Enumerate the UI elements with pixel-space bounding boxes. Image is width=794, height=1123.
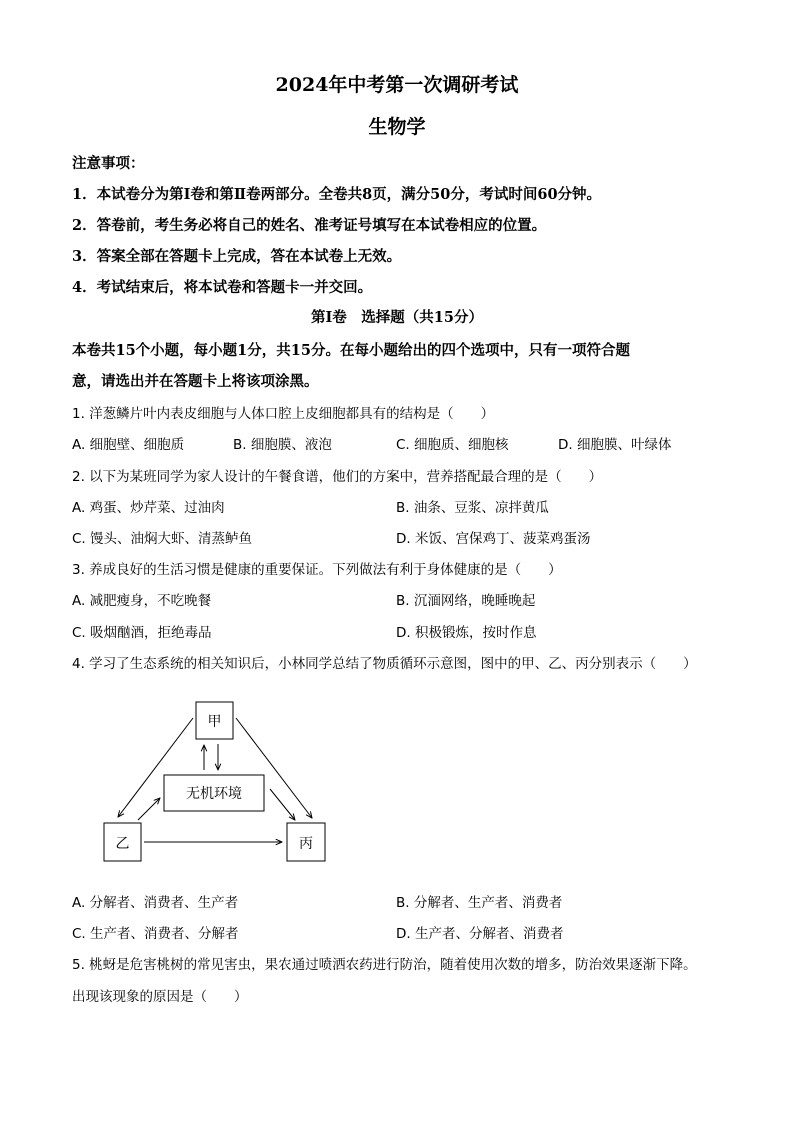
label-center: 无机环境 [186,786,242,802]
label-right: 丙 [299,836,313,852]
section-instruction: 意，请选出并在答题卡上将该项涂黑。 [72,373,319,390]
option-a: A. 分解者、消费者、生产者 [72,895,239,911]
question-stem: 2. 以下为某班同学为家人设计的午餐食谱，他们的方案中，营养搭配最合理的是（ ） [72,469,603,485]
arrow-left-to-center [138,798,160,820]
option-a: A. 细胞壁、细胞质 [72,437,185,453]
option-c: C. 细胞质、细胞核 [396,437,509,453]
subject-title: 生物学 [368,116,426,138]
notice-heading: 注意事项： [72,155,145,172]
notice-item: 2．答卷前，考生务必将自己的姓名、准考证号填写在本试卷相应的位置。 [72,217,547,234]
material-cycle-diagram [90,690,350,875]
option-d: D. 米饭、宫保鸡丁、菠菜鸡蛋汤 [396,531,591,547]
option-c: C. 生产者、消费者、分解者 [72,926,239,942]
arrow-right-to-center [270,789,295,820]
option-b: B. 油条、豆浆、凉拌黄瓜 [396,500,549,516]
option-a: A. 鸡蛋、炒芹菜、过油肉 [72,500,225,516]
question-stem-continued: 出现该现象的原因是（ ） [72,989,248,1005]
question-stem: 4. 学习了生态系统的相关知识后，小林同学总结了物质循环示意图，图中的甲、乙、丙分别表示（ ） [72,656,697,672]
option-c: C. 馒头、油焖大虾、清蒸鲈鱼 [72,531,253,547]
section-instruction: 本卷共15个小题，每小题1分，共15分。在每小题给出的四个选项中，只有一项符合题 [72,342,630,359]
label-left: 乙 [115,836,130,852]
section-title: 第Ⅰ卷 选择题（共15分） [311,309,483,326]
option-a: A. 减肥瘦身，不吃晚餐 [72,593,212,609]
question-stem: 3. 养成良好的生活习惯是健康的重要保证。下列做法有利于身体健康的是（ ） [72,562,562,578]
notice-item: 3．答案全部在答题卡上完成，答在本试卷上无效。 [72,248,402,265]
option-d: D. 积极锻炼，按时作息 [396,625,537,641]
question-stem: 5. 桃蚜是危害桃树的常见害虫，果农通过喷洒农药进行防治，随着使用次数的增多，防治效果逐渐下降。 [72,957,697,973]
notice-item: 1．本试卷分为第Ⅰ卷和第Ⅱ卷两部分。全卷共8页，满分50分，考试时间60分钟。 [72,186,602,203]
exam-title: 2024年中考第一次调研考试 [275,74,519,96]
option-b: B. 分解者、生产者、消费者 [396,895,563,911]
question-stem: 1. 洋葱鳞片叶内表皮细胞与人体口腔上皮细胞都具有的结构是（ ） [72,406,495,422]
option-b: B. 沉湎网络，晚睡晚起 [396,593,536,609]
option-d: D. 细胞膜、叶绿体 [558,437,672,453]
notice-item: 4．考试结束后，将本试卷和答题卡一并交回。 [72,279,373,296]
option-c: C. 吸烟酗酒，拒绝毒品 [72,625,212,641]
label-top: 甲 [207,714,222,730]
option-d: D. 生产者、分解者、消费者 [396,926,564,942]
option-b: B. 细胞膜、液泡 [233,437,332,453]
